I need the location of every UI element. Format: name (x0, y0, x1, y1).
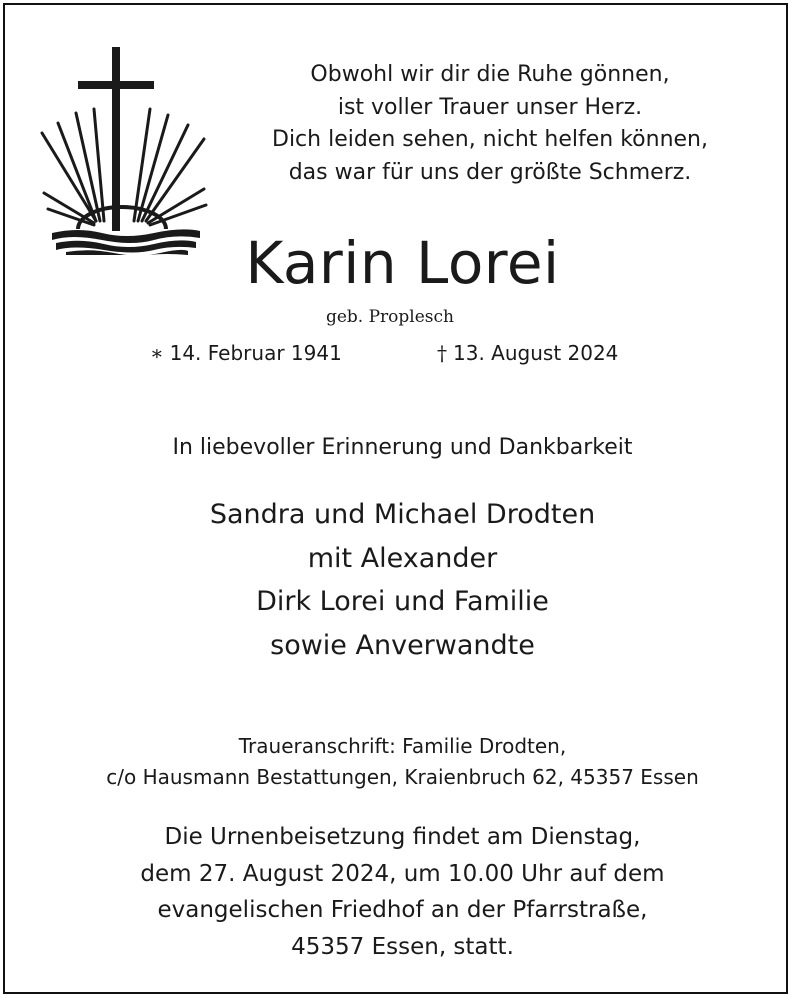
mourner-line: Dirk Lorei und Familie (256, 586, 549, 617)
poem-line: Dich leiden sehen, nicht helfen können, (272, 127, 708, 152)
maiden-name: geb. Proplesch (325, 307, 454, 327)
mourner-line: sowie Anverwandte (270, 629, 535, 661)
death-date: 13. August 2024 (453, 341, 619, 365)
birth-date-block (150, 339, 342, 367)
death-cross-icon: † (437, 341, 447, 365)
service-line: 45357 Essen, statt. (291, 933, 514, 960)
address-line: Traueranschrift: Familie Drodten, (238, 734, 567, 758)
birth-star-icon: ∗ (150, 341, 164, 365)
service-line: Die Urnenbeisetzung findet am Dienstag, (164, 824, 641, 850)
poem-line: Obwohl wir dir die Ruhe gönnen, (310, 62, 670, 87)
obituary-frame (3, 3, 788, 994)
cross-sunrise-waves-icon (38, 43, 210, 255)
poem-line: das war für uns der größte Schmerz. (288, 159, 692, 185)
memorial-poem (220, 59, 760, 189)
birth-date: 14. Februar 1941 (169, 341, 342, 365)
deceased-name-block (5, 227, 795, 299)
service-line: evangelischen Friedhof an der Pfarrstraße, (157, 897, 648, 923)
funeral-service-info (5, 819, 795, 965)
mourning-address (5, 731, 795, 793)
mourner-line: Sandra und Michael Drodten (209, 499, 596, 530)
mourner-line: mit Alexander (307, 542, 498, 574)
poem-line: ist voller Trauer unser Herz. (337, 94, 643, 120)
mourners-list (5, 493, 795, 667)
service-line: dem 27. August 2024, um 10.00 Uhr auf dem (140, 860, 665, 887)
remembrance-line: In liebevoller Erinnerung und Dankbarkeit (172, 435, 633, 460)
deceased-name: Karin Lorei (245, 229, 560, 297)
death-date-block (437, 339, 618, 367)
address-line: c/o Hausmann Bestattungen, Kraienbruch 62, 45357 Essen (106, 765, 699, 789)
